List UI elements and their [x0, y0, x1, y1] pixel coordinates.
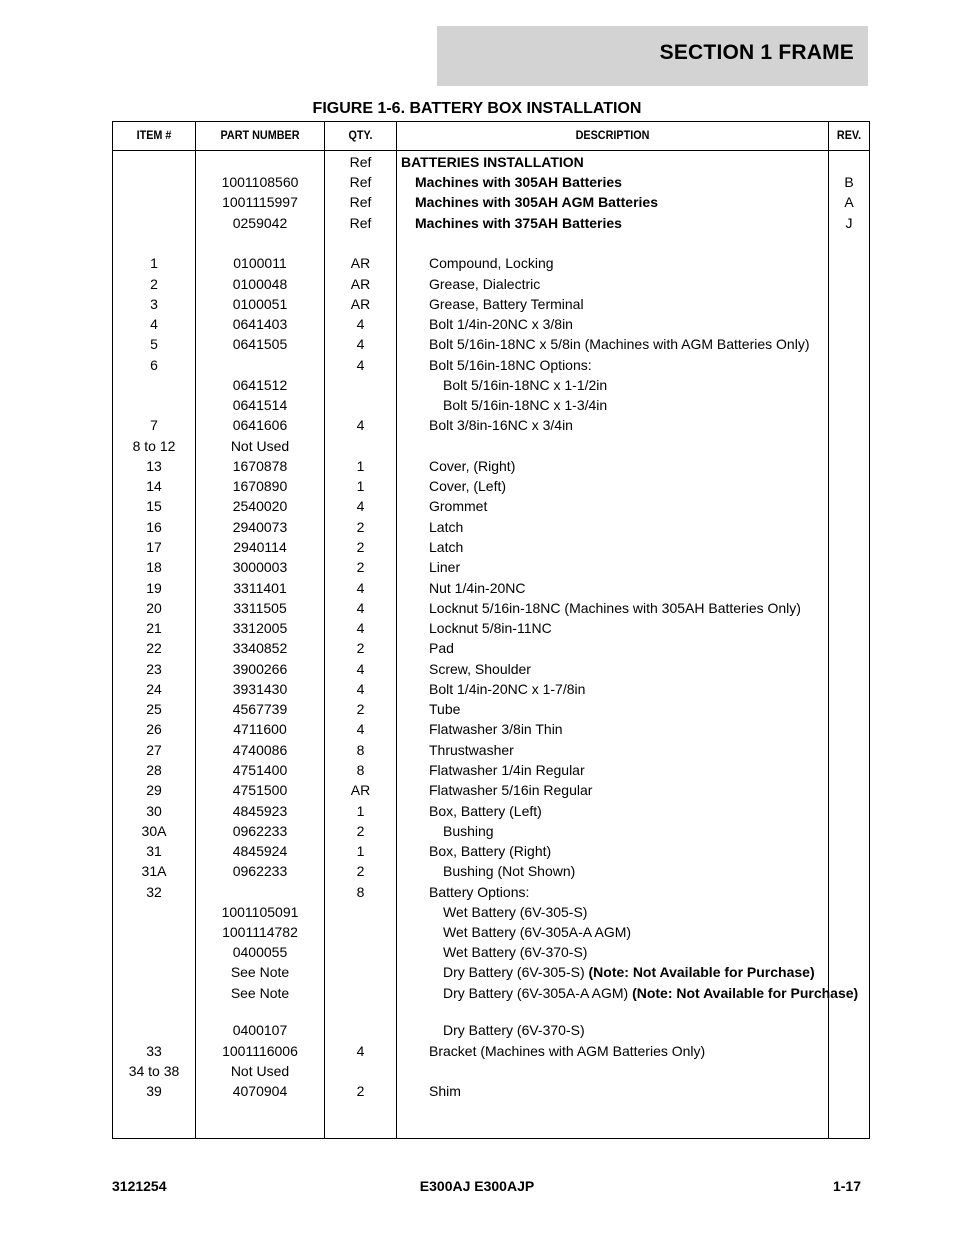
qty-cell: AR	[350, 782, 371, 798]
item-number-cell: 32	[146, 884, 162, 900]
description-cell	[397, 884, 860, 901]
description-cell	[397, 640, 860, 657]
description-cell	[397, 964, 874, 981]
description-note: (Note: Not Available for Purchase)	[588, 964, 815, 980]
description-text: Grommet	[429, 498, 488, 514]
footer-page-number: 1-17	[832, 1178, 861, 1194]
footer-model: E300AJ E300AJP	[419, 1178, 535, 1194]
description-cell	[397, 154, 832, 171]
part-number-cell: 4845923	[232, 803, 288, 819]
description-text: Bolt 5/16in-18NC x 5/8in (Machines with AGM Batteries Only)	[429, 336, 810, 352]
qty-cell: 2	[356, 539, 365, 555]
description-text: Wet Battery (6V-305A-A AGM)	[443, 924, 632, 940]
description-text: Dry Battery (6V-305A-A AGM)	[443, 985, 633, 1001]
description-text: Box, Battery (Right)	[429, 843, 552, 859]
description-text: Grease, Dialectric	[429, 276, 541, 292]
qty-cell: 4	[356, 600, 365, 616]
part-number-cell: 0100048	[232, 276, 288, 292]
item-number-cell: 8 to 12	[132, 438, 176, 454]
description-cell	[397, 498, 860, 515]
part-number-cell: 2940073	[232, 519, 288, 535]
part-number-cell: 3900266	[232, 661, 288, 677]
part-number-cell: 3000003	[232, 559, 288, 575]
description-text: Thrustwasher	[429, 742, 514, 758]
item-number-cell: 19	[146, 580, 162, 596]
qty-cell: 8	[356, 742, 365, 758]
item-number-cell: 30	[146, 803, 162, 819]
qty-cell: 1	[356, 478, 365, 494]
description-text: Machines with 305AH Batteries	[415, 174, 622, 190]
description-cell	[397, 661, 860, 678]
part-number-cell: 1001108560	[221, 174, 299, 190]
description-cell	[397, 377, 874, 394]
qty-cell: 4	[356, 661, 365, 677]
part-number-cell: 0100011	[233, 255, 287, 271]
item-number-cell: 39	[146, 1083, 162, 1099]
description-cell	[397, 721, 860, 738]
item-number-cell: 24	[146, 681, 162, 697]
qty-cell: 4	[356, 620, 365, 636]
rev-cell: A	[844, 194, 854, 210]
description-cell	[397, 357, 860, 374]
description-cell	[397, 742, 860, 759]
description-cell	[397, 924, 874, 941]
part-number-cell: 0641512	[232, 377, 288, 393]
description-text: Screw, Shoulder	[429, 661, 531, 677]
item-number-cell: 15	[146, 498, 162, 514]
qty-cell: 2	[356, 863, 365, 879]
item-number-cell: 1	[150, 255, 158, 271]
description-text: Locknut 5/16in-18NC (Machines with 305AH Batteries Only)	[429, 600, 801, 616]
qty-cell: 1	[356, 803, 365, 819]
description-text: Dry Battery (6V-370-S)	[443, 1022, 585, 1038]
qty-cell: 4	[356, 580, 365, 596]
description-text: Flatwasher 3/8in Thin	[429, 721, 563, 737]
qty-cell: 8	[356, 762, 365, 778]
part-number-cell: 3312005	[232, 620, 288, 636]
description-text: Wet Battery (6V-370-S)	[443, 944, 588, 960]
qty-cell: 4	[356, 316, 365, 332]
footer-document-number: 3121254	[112, 1178, 167, 1194]
part-number-cell: 3311505	[233, 600, 287, 616]
qty-cell: 4	[356, 1043, 365, 1059]
part-number-cell: 0400107	[232, 1022, 288, 1038]
qty-cell: Ref	[349, 154, 372, 170]
description-note: (Note: Not Available for Purchase)	[632, 985, 859, 1001]
description-cell	[397, 559, 860, 576]
description-text: Liner	[429, 559, 461, 575]
part-number-cell: 0641505	[232, 336, 288, 352]
qty-cell: 2	[356, 701, 365, 717]
description-text: Grease, Battery Terminal	[429, 296, 584, 312]
item-number-cell: 33	[146, 1043, 162, 1059]
header-qty: QTY.	[348, 128, 373, 142]
part-number-cell: 4740086	[232, 742, 288, 758]
item-number-cell: 20	[146, 600, 162, 616]
description-text: Shim	[429, 1083, 461, 1099]
qty-cell: 1	[356, 843, 365, 859]
description-text: Tube	[429, 701, 461, 717]
item-number-cell: 23	[146, 661, 162, 677]
part-number-cell: 0641403	[232, 316, 288, 332]
qty-cell: 2	[356, 559, 365, 575]
description-cell	[397, 296, 860, 313]
part-number-cell: 1670878	[232, 458, 288, 474]
qty-cell: Ref	[349, 174, 372, 190]
description-text: Bolt 3/8in-16NC x 3/4in	[429, 417, 573, 433]
header-item: ITEM #	[136, 128, 172, 142]
description-text: Compound, Locking	[429, 255, 554, 271]
qty-cell: 2	[356, 1083, 365, 1099]
qty-cell: 4	[356, 498, 365, 514]
item-number-cell: 26	[146, 721, 162, 737]
item-number-cell: 6	[150, 357, 158, 373]
description-cell	[397, 1022, 874, 1039]
part-number-cell: 4751400	[232, 762, 288, 778]
qty-cell: 4	[356, 721, 365, 737]
description-text: Bolt 5/16in-18NC x 1-3/4in	[443, 397, 608, 413]
description-cell	[397, 316, 860, 333]
item-number-cell: 22	[146, 640, 162, 656]
description-cell	[397, 944, 874, 961]
part-number-cell: 2540020	[232, 498, 288, 514]
part-number-cell: 2940114	[233, 539, 287, 555]
item-number-cell: 29	[146, 782, 162, 798]
description-text: Wet Battery (6V-305-S)	[443, 904, 588, 920]
part-number-cell: 1001115997	[222, 194, 298, 210]
description-text: BATTERIES INSTALLATION	[401, 154, 584, 170]
item-number-cell: 13	[146, 458, 162, 474]
description-cell	[397, 397, 874, 414]
item-number-cell: 31	[146, 843, 162, 859]
part-number-cell: 1001105091	[221, 904, 299, 920]
part-number-cell: 1670890	[232, 478, 288, 494]
description-cell	[397, 600, 860, 617]
qty-cell: Ref	[349, 215, 372, 231]
qty-cell: 8	[356, 884, 365, 900]
header-description: DESCRIPTION	[575, 128, 650, 142]
description-text: Dry Battery (6V-305-S)	[443, 964, 589, 980]
rev-cell: B	[844, 174, 854, 190]
description-cell	[397, 843, 860, 860]
item-number-cell: 34 to 38	[128, 1063, 180, 1079]
description-cell	[397, 255, 860, 272]
description-text: Bolt 1/4in-20NC x 1-7/8in	[429, 681, 586, 697]
description-text: Flatwasher 5/16in Regular	[429, 782, 593, 798]
description-cell	[397, 276, 860, 293]
description-cell	[397, 478, 860, 495]
header-rev: REV.	[836, 128, 862, 142]
item-number-cell: 7	[150, 417, 158, 433]
description-cell	[397, 519, 860, 536]
part-number-cell: 1001116006	[222, 1043, 298, 1059]
description-cell	[397, 539, 860, 556]
item-number-cell: 5	[150, 336, 158, 352]
part-number-cell: 4751500	[232, 782, 288, 798]
part-number-cell: 3311401	[233, 580, 287, 596]
figure-title: FIGURE 1-6. BATTERY BOX INSTALLATION	[312, 100, 642, 117]
description-cell	[397, 620, 860, 637]
description-cell	[397, 417, 860, 434]
part-number-cell: 0962233	[232, 863, 288, 879]
description-text: Battery Options:	[429, 884, 530, 900]
item-number-cell: 27	[146, 742, 162, 758]
description-text: Latch	[429, 519, 464, 535]
item-number-cell: 31A	[141, 863, 167, 879]
table-header	[113, 122, 869, 151]
part-number-cell: 3931430	[232, 681, 288, 697]
description-cell	[397, 985, 874, 1002]
rev-cell: J	[845, 215, 853, 231]
item-number-cell: 28	[146, 762, 162, 778]
description-cell	[397, 863, 874, 880]
description-text: Bushing (Not Shown)	[443, 863, 576, 879]
description-text: Bracket (Machines with AGM Batteries Only)	[429, 1043, 706, 1059]
part-number-cell: 0962233	[232, 823, 288, 839]
part-number-cell: Not Used	[230, 438, 290, 454]
qty-cell: 1	[356, 458, 365, 474]
description-cell	[397, 458, 860, 475]
qty-cell: AR	[350, 255, 371, 271]
part-number-cell: 0641514	[232, 397, 288, 413]
qty-cell: 4	[356, 681, 365, 697]
description-cell	[397, 1083, 860, 1100]
description-cell	[397, 904, 874, 921]
description-cell	[397, 803, 860, 820]
item-number-cell: 21	[146, 620, 162, 636]
item-number-cell: 2	[150, 276, 158, 292]
part-number-cell: Not Used	[230, 1063, 290, 1079]
part-number-cell: See Note	[230, 964, 290, 980]
description-text: Bushing	[443, 823, 494, 839]
description-text: Machines with 305AH AGM Batteries	[415, 194, 658, 210]
qty-cell: 4	[356, 357, 365, 373]
item-number-cell: 30A	[141, 823, 167, 839]
description-text: Pad	[429, 640, 454, 656]
description-text: Cover, (Right)	[429, 458, 516, 474]
parts-table	[112, 121, 870, 1139]
description-text: Nut 1/4in-20NC	[429, 580, 526, 596]
header-part-number: PART NUMBER	[220, 128, 300, 142]
qty-cell: 2	[356, 519, 365, 535]
description-cell	[397, 336, 860, 353]
qty-cell: Ref	[349, 194, 372, 210]
part-number-cell: 3340852	[232, 640, 288, 656]
qty-cell: 2	[356, 640, 365, 656]
part-number-cell: 1001114782	[222, 924, 298, 940]
description-cell	[397, 762, 860, 779]
description-cell	[397, 1043, 860, 1060]
part-number-cell: 0100051	[232, 296, 288, 312]
part-number-cell: 4070904	[232, 1083, 288, 1099]
description-text: Latch	[429, 539, 464, 555]
section-banner	[437, 26, 868, 86]
item-number-cell: 14	[146, 478, 162, 494]
description-cell	[397, 174, 846, 191]
section-title: SECTION 1 FRAME	[659, 41, 854, 64]
part-number-cell: 4711600	[233, 721, 287, 737]
description-cell	[397, 823, 874, 840]
description-text: Box, Battery (Left)	[429, 803, 542, 819]
qty-cell: 2	[356, 823, 365, 839]
description-text: Bolt 1/4in-20NC x 3/8in	[429, 316, 573, 332]
description-text: Flatwasher 1/4in Regular	[429, 762, 585, 778]
qty-cell: 4	[356, 417, 365, 433]
item-number-cell: 18	[146, 559, 162, 575]
part-number-cell: 0641606	[232, 417, 288, 433]
item-number-cell: 16	[146, 519, 162, 535]
description-cell	[397, 215, 846, 232]
description-cell	[397, 580, 860, 597]
qty-cell: AR	[350, 296, 371, 312]
qty-cell: AR	[350, 276, 371, 292]
part-number-cell: 0400055	[232, 944, 288, 960]
item-number-cell: 3	[150, 296, 158, 312]
description-text: Bolt 5/16in-18NC Options:	[429, 357, 592, 373]
description-text: Cover, (Left)	[429, 478, 507, 494]
part-number-cell: 0259042	[232, 215, 288, 231]
part-number-cell: 4845924	[232, 843, 288, 859]
description-text: Machines with 375AH Batteries	[415, 215, 622, 231]
qty-cell: 4	[356, 336, 365, 352]
description-text: Locknut 5/8in-11NC	[429, 620, 552, 636]
description-text: Bolt 5/16in-18NC x 1-1/2in	[443, 377, 608, 393]
part-number-cell: 4567739	[232, 701, 288, 717]
description-cell	[397, 782, 860, 799]
item-number-cell: 17	[146, 539, 162, 555]
item-number-cell: 25	[146, 701, 162, 717]
item-number-cell: 4	[150, 316, 158, 332]
description-cell	[397, 194, 846, 211]
part-number-cell: See Note	[230, 985, 290, 1001]
description-cell	[397, 701, 860, 718]
description-cell	[397, 681, 860, 698]
